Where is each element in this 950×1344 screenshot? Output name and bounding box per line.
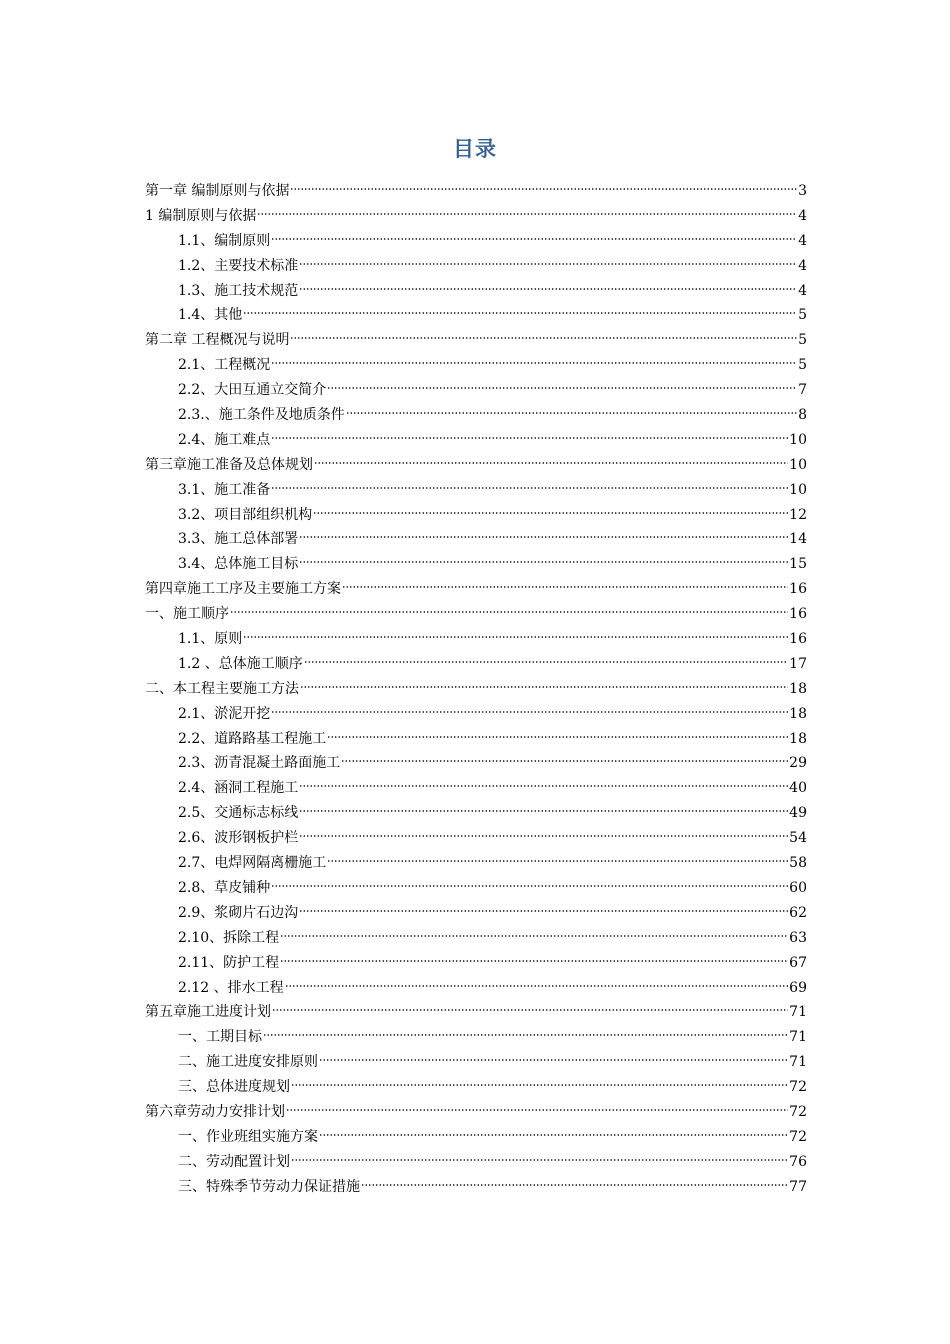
toc-entry[interactable] [145, 453, 807, 478]
toc-entry-label: 一、施工顺序 [145, 606, 229, 623]
toc-dot-leader [280, 933, 788, 939]
toc-entry-label: 3.3、施工总体部署 [178, 531, 299, 548]
toc-dot-leader [341, 758, 788, 764]
toc-entry-label: 2.12 、排水工程 [178, 979, 284, 996]
toc-entry-label: 第二章 工程概况与说明 [145, 332, 290, 349]
toc-dot-leader [271, 360, 797, 366]
toc-dot-leader [299, 808, 788, 814]
toc-entry[interactable] [145, 279, 807, 304]
toc-entry[interactable] [145, 1025, 807, 1050]
toc-dot-leader [299, 833, 788, 839]
toc-entry-page-number: 71 [789, 1004, 807, 1021]
toc-entry-page-number: 4 [798, 232, 807, 249]
toc-entry-page-number: 58 [789, 855, 807, 872]
toc-entry-page-number: 63 [789, 929, 807, 946]
toc-title: 目录 [453, 137, 497, 161]
toc-dot-leader [271, 435, 788, 441]
toc-dot-leader [291, 1082, 788, 1088]
toc-dot-leader [290, 335, 797, 341]
toc-entry[interactable] [145, 328, 807, 353]
toc-entry[interactable] [145, 727, 807, 752]
toc-entry-label: 2.3.、施工条件及地质条件 [178, 407, 345, 424]
toc-dot-leader [304, 659, 788, 665]
toc-entry-page-number: 77 [789, 1178, 807, 1195]
toc-dot-leader [286, 1107, 788, 1113]
toc-dot-leader [230, 609, 788, 615]
toc-entry-page-number: 71 [789, 1054, 807, 1071]
toc-entry-label: 2.11、防护工程 [178, 954, 280, 971]
toc-entry[interactable] [145, 602, 807, 627]
toc-entry-label: 2.2、道路路基工程施工 [178, 730, 327, 747]
toc-entry-label: 2.1、淤泥开挖 [178, 705, 271, 722]
toc-entry-label: 3.2、项目部组织机构 [178, 506, 313, 523]
toc-entry[interactable] [145, 776, 807, 801]
toc-dot-leader [271, 236, 797, 242]
toc-dot-leader [346, 410, 797, 416]
toc-entry-page-number: 7 [798, 382, 807, 399]
toc-entry[interactable] [145, 179, 807, 204]
toc-dot-leader [271, 709, 788, 715]
toc-entry[interactable] [145, 826, 807, 851]
toc-dot-leader [285, 983, 789, 989]
toc-entry[interactable] [145, 627, 807, 652]
toc-entry-page-number: 5 [798, 357, 807, 374]
toc-dot-leader [313, 510, 788, 516]
toc-entry-page-number: 4 [798, 207, 807, 224]
toc-entry-label: 2.2、大田互通立交简介 [178, 382, 327, 399]
toc-entry-label: 2.6、波形钢板护栏 [178, 830, 299, 847]
toc-entry-page-number: 8 [798, 407, 807, 424]
toc-entry-page-number: 10 [789, 456, 807, 473]
toc-entry-label: 三、总体进度规划 [178, 1079, 290, 1096]
toc-dot-leader [319, 1132, 788, 1138]
toc-entry[interactable] [145, 503, 807, 528]
toc-dot-leader [272, 1007, 788, 1013]
toc-entry[interactable] [145, 403, 807, 428]
toc-entry-page-number: 18 [789, 705, 807, 722]
toc-entry-label: 1.3、施工技术规范 [178, 282, 299, 299]
toc-entry[interactable] [145, 851, 807, 876]
toc-entry-label: 2.8、草皮铺种 [178, 879, 271, 896]
toc-entry-label: 3.1、施工准备 [178, 481, 271, 498]
toc-entry-label: 一、工期目标 [178, 1029, 262, 1046]
toc-entry-label: 3.4、总体施工目标 [178, 556, 299, 573]
toc-entry-label: 1.4、其他 [178, 307, 243, 324]
toc-entry[interactable] [145, 527, 807, 552]
toc-entry-label: 二、本工程主要施工方法 [145, 680, 299, 697]
toc-dot-leader [271, 485, 788, 491]
toc-entry-label: 第一章 编制原则与依据 [145, 183, 290, 199]
toc-entry-page-number: 69 [789, 979, 807, 996]
toc-entry-page-number: 29 [789, 755, 807, 772]
toc-entry-page-number: 18 [789, 730, 807, 747]
toc-entry-page-number: 10 [789, 431, 807, 448]
toc-entry[interactable] [145, 229, 807, 254]
toc-entry-page-number: 40 [789, 780, 807, 797]
toc-entry-label: 二、劳动配置计划 [178, 1153, 290, 1170]
toc-dot-leader [243, 634, 788, 640]
toc-entry-page-number: 5 [798, 332, 807, 349]
toc-entry[interactable] [145, 204, 807, 229]
toc-dot-leader [299, 783, 788, 789]
toc-entry[interactable] [145, 254, 807, 279]
toc-entry-page-number: 67 [789, 954, 807, 971]
toc-entry-label: 2.9、浆砌片石边沟 [178, 904, 299, 921]
toc-entry[interactable] [145, 1125, 807, 1150]
toc-entry-page-number: 16 [789, 606, 807, 623]
toc-entry[interactable] [145, 751, 807, 776]
toc-entry-page-number: 5 [798, 307, 807, 324]
toc-list [145, 179, 807, 1200]
toc-entry-page-number: 4 [798, 257, 807, 274]
toc-dot-leader [299, 286, 797, 292]
toc-dot-leader [299, 534, 788, 540]
toc-entry-label: 二、施工进度安排原则 [178, 1054, 318, 1071]
toc-entry[interactable] [145, 926, 807, 951]
toc-entry-page-number: 17 [789, 655, 807, 672]
toc-entry-page-number: 18 [789, 680, 807, 697]
toc-entry-page-number: 72 [789, 1103, 807, 1120]
toc-dot-leader [300, 684, 788, 690]
toc-entry[interactable] [145, 353, 807, 378]
toc-dot-leader [257, 211, 797, 217]
toc-entry-page-number: 49 [789, 805, 807, 822]
toc-entry-label: 1.1、编制原则 [178, 232, 271, 249]
toc-entry-label: 2.7、电焊网隔离栅施工 [178, 855, 327, 872]
toc-entry[interactable] [145, 901, 807, 926]
toc-entry-page-number: 76 [789, 1153, 807, 1170]
toc-entry[interactable] [145, 1150, 807, 1175]
toc-entry-label: 三、特殊季节劳动力保证措施 [178, 1178, 360, 1195]
toc-entry-label: 1.2、主要技术标准 [178, 257, 299, 274]
toc-entry-label: 第三章施工准备及总体规划 [145, 456, 313, 473]
toc-dot-leader [291, 1157, 788, 1163]
toc-entry[interactable] [145, 1175, 807, 1200]
toc-entry-page-number: 3 [798, 183, 807, 199]
toc-entry-page-number: 16 [789, 631, 807, 648]
toc-dot-leader [243, 310, 797, 316]
toc-entry-page-number: 14 [789, 531, 807, 548]
toc-entry[interactable] [145, 428, 807, 453]
toc-entry[interactable] [145, 801, 807, 826]
toc-dot-leader [361, 1182, 788, 1188]
toc-dot-leader [299, 559, 788, 565]
toc-dot-leader [327, 734, 788, 740]
toc-entry[interactable] [145, 478, 807, 503]
toc-entry-label: 2.3、沥青混凝土路面施工 [178, 755, 341, 772]
toc-dot-leader [263, 1032, 788, 1038]
toc-entry[interactable] [145, 303, 807, 328]
toc-dot-leader [271, 883, 788, 889]
toc-dot-leader [327, 385, 797, 391]
toc-entry[interactable] [145, 951, 807, 976]
toc-entry-page-number: 10 [789, 481, 807, 498]
toc-dot-leader [299, 261, 797, 267]
toc-entry[interactable] [145, 1050, 807, 1075]
toc-entry-page-number: 16 [789, 581, 807, 598]
toc-dot-leader [314, 460, 788, 466]
toc-entry-label: 1.2 、总体施工顺序 [178, 655, 303, 672]
toc-entry-page-number: 72 [789, 1128, 807, 1145]
toc-entry[interactable] [145, 1000, 807, 1025]
toc-dot-leader [290, 186, 797, 192]
toc-entry-label: 2.10、拆除工程 [178, 929, 280, 946]
toc-entry[interactable] [145, 552, 807, 577]
toc-entry-page-number: 72 [789, 1079, 807, 1096]
toc-entry[interactable] [145, 652, 807, 677]
toc-entry-page-number: 4 [798, 282, 807, 299]
toc-entry-label: 2.1、工程概况 [178, 357, 271, 374]
toc-dot-leader [327, 858, 788, 864]
toc-entry[interactable] [145, 1100, 807, 1125]
toc-entry-label: 第四章施工工序及主要施工方案 [145, 581, 341, 598]
toc-entry-label: 1 编制原则与依据 [145, 207, 257, 224]
toc-entry-page-number: 15 [789, 556, 807, 573]
toc-dot-leader [299, 908, 788, 914]
toc-entry-label: 一、作业班组实施方案 [178, 1128, 318, 1145]
toc-entry[interactable] [145, 876, 807, 901]
toc-entry-label: 1.1、原则 [178, 631, 243, 648]
toc-entry[interactable] [145, 702, 807, 727]
toc-entry-label: 第五章施工进度计划 [145, 1004, 271, 1021]
toc-entry-label: 2.5、交通标志标线 [178, 805, 299, 822]
toc-entry-page-number: 71 [789, 1029, 807, 1046]
toc-entry[interactable] [145, 1075, 807, 1100]
toc-dot-leader [342, 584, 788, 590]
toc-dot-leader [280, 958, 788, 964]
toc-entry[interactable] [145, 677, 807, 702]
toc-entry-label: 2.4、施工难点 [178, 431, 271, 448]
toc-entry[interactable] [145, 577, 807, 602]
toc-entry-page-number: 62 [789, 904, 807, 921]
toc-entry-page-number: 54 [789, 830, 807, 847]
toc-entry-page-number: 60 [789, 879, 807, 896]
toc-entry-label: 第六章劳动力安排计划 [145, 1103, 285, 1120]
toc-entry[interactable] [145, 378, 807, 403]
toc-entry-label: 2.4、涵洞工程施工 [178, 780, 299, 797]
toc-entry[interactable] [145, 976, 807, 1001]
toc-dot-leader [319, 1057, 788, 1063]
toc-entry-page-number: 12 [789, 506, 807, 523]
